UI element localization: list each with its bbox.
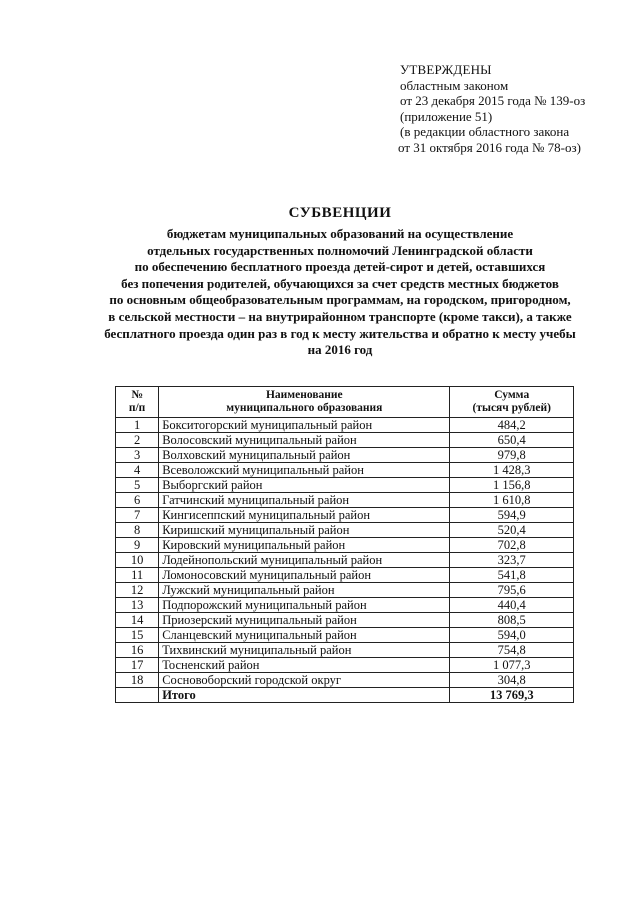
header-sum-line-1: Сумма: [494, 389, 530, 401]
heading-line: в сельской местности – на внутрирайонном транспорте (кроме такси), а также: [108, 308, 572, 324]
row-number: 15: [116, 628, 159, 643]
document-heading: [60, 205, 620, 359]
row-number: 17: [116, 658, 159, 673]
table-row: [116, 643, 574, 658]
row-number: 6: [116, 493, 159, 508]
table-row: [116, 568, 574, 583]
table-total-row: [116, 688, 574, 703]
row-municipality: Гатчинский муниципальный район: [159, 493, 450, 508]
row-municipality: Кингисеппский муниципальный район: [159, 508, 450, 523]
table-row: [116, 433, 574, 448]
row-municipality: Кировский муниципальный район: [159, 538, 450, 553]
row-sum: 304,8: [450, 673, 574, 688]
table-header-row: [116, 387, 574, 418]
row-sum: 440,4: [450, 598, 574, 613]
table-row: [116, 613, 574, 628]
row-number: 7: [116, 508, 159, 523]
header-number: [116, 387, 159, 418]
table-body: [116, 418, 574, 703]
table-row: [116, 583, 574, 598]
table-row: [116, 508, 574, 523]
table-row: [116, 628, 574, 643]
table-row: [116, 523, 574, 538]
row-sum: 702,8: [450, 538, 574, 553]
row-municipality: Лужский муниципальный район: [159, 583, 450, 598]
row-municipality: Сосновоборский городской округ: [159, 673, 450, 688]
row-sum: 1 610,8: [450, 493, 574, 508]
total-label: Итого: [159, 688, 450, 703]
row-number: 16: [116, 643, 159, 658]
table-row: [116, 538, 574, 553]
header-number-line-2: п/п: [128, 402, 146, 414]
row-sum: 808,5: [450, 613, 574, 628]
header-number-line-1: №: [131, 389, 143, 401]
row-sum: 1 077,3: [450, 658, 574, 673]
row-municipality: Приозерский муниципальный район: [159, 613, 450, 628]
row-sum: 1 428,3: [450, 463, 574, 478]
approval-line-2: от 23 декабря 2015 года № 139-оз: [400, 93, 586, 108]
row-municipality: Волосовский муниципальный район: [159, 433, 450, 448]
row-number: 2: [116, 433, 159, 448]
table-row: [116, 553, 574, 568]
heading-line: без попечения родителей, обучающихся за счет средств местных бюджетов: [121, 275, 559, 291]
row-number: 9: [116, 538, 159, 553]
row-sum: 1 156,8: [450, 478, 574, 493]
row-municipality: Выборгский район: [159, 478, 450, 493]
header-name: [159, 387, 450, 418]
approval-title: УТВЕРЖДЕНЫ: [400, 62, 492, 77]
approval-line-4: (в редакции областного закона: [400, 124, 570, 139]
row-number: 3: [116, 448, 159, 463]
approval-line-3: (приложение 51): [400, 108, 493, 124]
row-number: 12: [116, 583, 159, 598]
row-sum: 594,0: [450, 628, 574, 643]
table-row: [116, 598, 574, 613]
table-row: [116, 463, 574, 478]
document-title: СУБВЕНЦИИ: [288, 205, 392, 221]
heading-line: на 2016 год: [307, 342, 373, 358]
header-sum: [450, 387, 574, 418]
header-name-line-1: Наименование: [265, 389, 343, 401]
heading-line: бюджетам муниципальных образований на осуществление: [166, 226, 514, 241]
row-number: 5: [116, 478, 159, 493]
header-sum-line-2: (тысяч рублей): [472, 402, 551, 414]
heading-line: по основным общеобразовательным программам, на городском, пригородном,: [109, 292, 571, 308]
table-row: [116, 658, 574, 673]
row-sum: 979,8: [450, 448, 574, 463]
row-sum: 323,7: [450, 553, 574, 568]
row-sum: 594,9: [450, 508, 574, 523]
approval-block: [400, 62, 585, 155]
row-municipality: Подпорожский муниципальный район: [159, 598, 450, 613]
approval-line-5: от 31 октября 2016 года № 78-оз): [398, 139, 581, 155]
row-municipality: Бокситогорский муниципальный район: [159, 418, 450, 433]
row-municipality: Волховский муниципальный район: [159, 448, 450, 463]
row-municipality: Киришский муниципальный район: [159, 523, 450, 538]
row-sum: 520,4: [450, 523, 574, 538]
row-number: 18: [116, 673, 159, 688]
row-municipality: Тосненский район: [159, 658, 450, 673]
row-number: 14: [116, 613, 159, 628]
heading-line: бесплатного проезда один раз в год к месту жительства и обратно к месту учебы: [104, 325, 576, 341]
approval-line-1: областным законом: [400, 77, 509, 93]
total-sum: 13 769,3: [450, 688, 574, 703]
row-sum: 484,2: [450, 418, 574, 433]
table-row: [116, 478, 574, 493]
row-sum: 650,4: [450, 433, 574, 448]
row-sum: 541,8: [450, 568, 574, 583]
heading-line: отдельных государственных полномочий Ленинградской области: [147, 242, 533, 258]
table-row: [116, 493, 574, 508]
table-row: [116, 418, 574, 433]
table-row: [116, 448, 574, 463]
row-sum: 795,6: [450, 583, 574, 598]
heading-line: по обеспечению бесплатного проезда детей-сирот и детей, оставшихся: [134, 259, 546, 275]
row-number: 10: [116, 553, 159, 568]
row-municipality: Лодейнопольский муниципальный район: [159, 553, 450, 568]
row-number: 1: [116, 418, 159, 433]
total-number: [116, 688, 159, 703]
row-municipality: Сланцевский муниципальный район: [159, 628, 450, 643]
row-municipality: Ломоносовский муниципальный район: [159, 568, 450, 583]
row-municipality: Всеволожский муниципальный район: [159, 463, 450, 478]
row-sum: 754,8: [450, 643, 574, 658]
table-row: [116, 673, 574, 688]
row-number: 8: [116, 523, 159, 538]
row-number: 11: [116, 568, 159, 583]
row-number: 4: [116, 463, 159, 478]
header-name-line-2: муниципального образования: [226, 402, 383, 414]
subventions-table: [115, 386, 574, 703]
row-municipality: Тихвинский муниципальный район: [159, 643, 450, 658]
row-number: 13: [116, 598, 159, 613]
